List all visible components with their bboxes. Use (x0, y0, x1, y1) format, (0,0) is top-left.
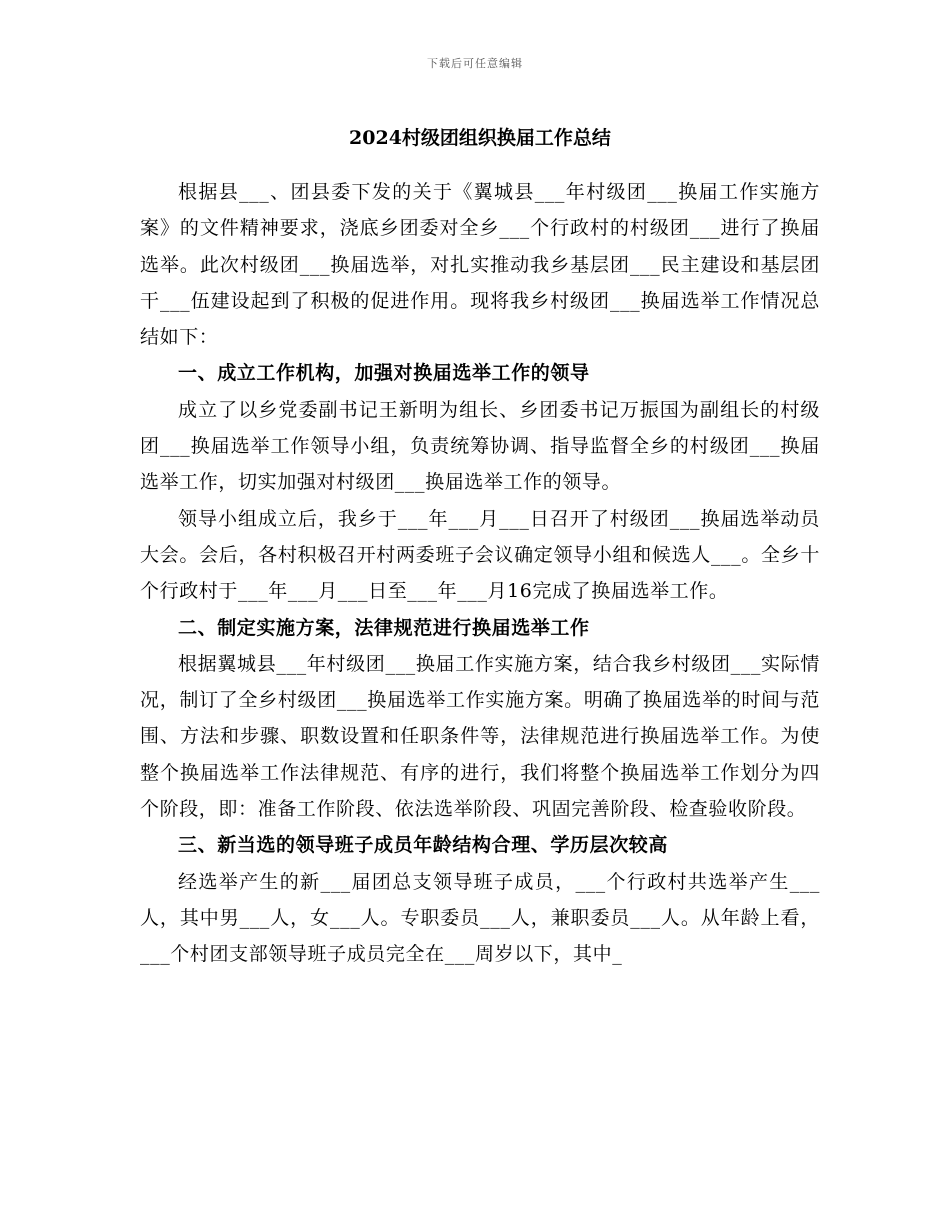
paragraph-intro: 根据县___、团县委下发的关于《翼城县___年村级团___换届工作实施方案》的文件精神要求，浇底乡团委对全乡___个行政村的村级团___进行了换届选举。此次村级团___换届选举，对扎实推动我乡基层团___民主建设和基层团干___伍建设起到了积极的促进作用。现将我乡村级团___换届选举工作情况总结如下： (140, 181, 820, 349)
paragraph-2: 领导小组成立后，我乡于___年___月___日召开了村级团___换届选举动员大会。会后，各村积极召开村两委班子会议确定领导小组和候选人___。全乡十个行政村于___年___月___日至___年___月16完成了换届选举工作。 (140, 507, 820, 603)
paragraph-1: 成立了以乡党委副书记王新明为组长、乡团委书记万振国为副组长的村级团___换届选举工作领导小组，负责统筹协调、指导监督全乡的村级团___换届选举工作，切实加强对村级团___换届选举工作的领导。 (140, 398, 820, 494)
paragraph-4: 经选举产生的新___届团总支领导班子成员，___个行政村共选举产生___人，其中男___人，女___人。专职委员___人，兼职委员___人。从年龄上看，___个村团支部领导班子成员完全在___周岁以下，其中_ (140, 870, 820, 966)
document-title: 2024村级团组织换届工作总结 (349, 127, 611, 149)
header-note: 下载后可任意编辑 (427, 57, 523, 70)
paragraph-3: 根据翼城县___年村级团___换届工作实施方案，结合我乡村级团___实际情况，制订了全乡村级团___换届选举工作实施方案。明确了换届选举的时间与范围、方法和步骤、职数设置和任职条件等，法律规范进行换届选举工作。为使整个换届选举工作法律规范、有序的进行，我们将整个换届选举工作划分为四个阶段，即：准备工作阶段、依法选举阶段、巩固完善阶段、检查验收阶段。 (140, 652, 820, 821)
section-heading-1: 一、成立工作机构，加强对换届选举工作的领导 (178, 362, 590, 385)
section-heading-2: 二、制定实施方案，法律规范进行换届选举工作 (178, 616, 590, 639)
document-body (140, 118, 820, 973)
section-heading-3: 三、新当选的领导班子成员年龄结构合理、学历层次较高 (178, 834, 669, 857)
